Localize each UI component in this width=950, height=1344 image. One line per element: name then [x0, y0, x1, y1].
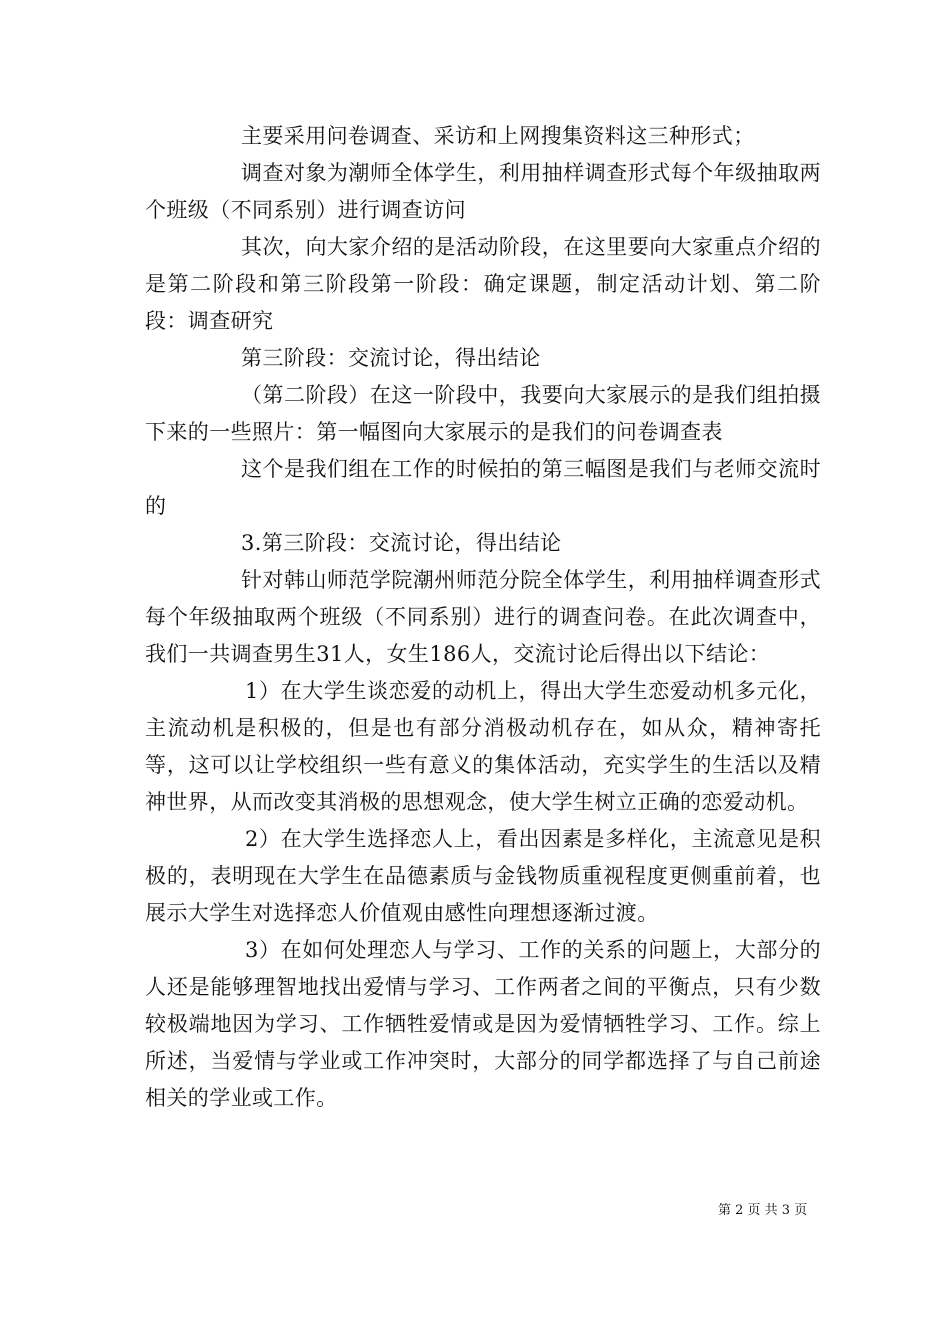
section-heading-stage-three: 3.第三阶段：交流讨论，得出结论 [241, 531, 562, 555]
paragraph-stage-three-title: 第三阶段：交流讨论，得出结论 [241, 346, 541, 370]
paragraph-survey-summary: 针对韩山师范学院潮州师范分院全体学生，利用抽样调查形式每个年级抽取两个班级（不同系别）进行的调查问卷。在此次调查中，我们一共调查男生31人，女生186人，交流讨论后得出以下结论： [145, 568, 821, 666]
conclusion-item-1: 1）在大学生谈恋爱的动机上，得出大学生恋爱动机多元化，主流动机是积极的，但是也有部分消极动机存在，如从众，精神寄托等，这可以让学校组织一些有意义的集体活动，充实学生的生活以及精神世界，从而改变其消极的思想观念，使大学生树立正确的恋爱动机。 [145, 679, 821, 814]
paragraph-stage-two-photos: （第二阶段）在这一阶段中，我要向大家展示的是我们组拍摄下来的一些照片：第一幅图向大家展示的是我们的问卷调查表 [145, 383, 821, 444]
paragraph-survey-methods: 主要采用问卷调查、采访和上网搜集资料这三种形式； [241, 124, 755, 148]
page-number-footer: 第 2 页 共 3 页 [718, 1203, 808, 1218]
paragraph-survey-subjects: 调查对象为潮师全体学生，利用抽样调查形式每个年级抽取两个班级（不同系别）进行调查访问 [145, 161, 821, 222]
document-body [145, 118, 821, 1117]
paragraph-activity-stages: 其次，向大家介绍的是活动阶段，在这里要向大家重点介绍的是第二阶段和第三阶段第一阶段：确定课题，制定活动计划、第二阶段：调查研究 [145, 235, 821, 333]
paragraph-third-photo: 这个是我们组在工作的时候拍的第三幅图是我们与老师交流时的 [145, 457, 821, 518]
conclusion-item-3: 3）在如何处理恋人与学习、工作的关系的问题上，大部分的人还是能够理智地找出爱情与学习、工作两者之间的平衡点，只有少数较极端地因为学习、工作牺牲爱情或是因为爱情牺牲学习、工作。综上所述，当爱情与学业或工作冲突时，大部分的同学都选择了与自己前途相关的学业或工作。 [145, 938, 821, 1110]
conclusion-item-2: 2）在大学生选择恋人上，看出因素是多样化，主流意见是积极的，表明现在大学生在品德素质与金钱物质重视程度更侧重前着，也展示大学生对选择恋人价值观由感性向理想逐渐过渡。 [145, 827, 821, 925]
